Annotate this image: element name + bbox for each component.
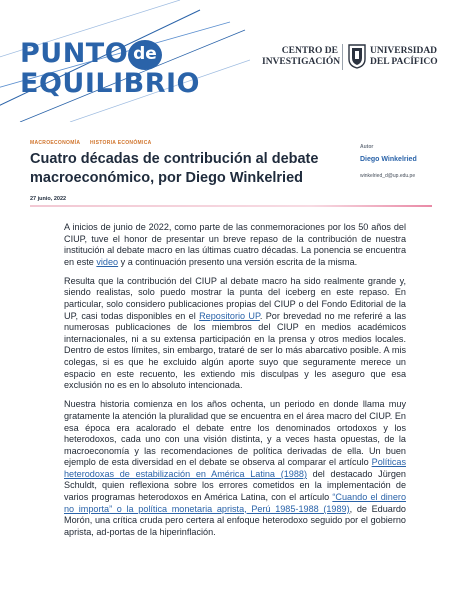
punto-de-equilibrio-logo[interactable] <box>20 38 220 108</box>
video-link[interactable]: video <box>96 256 119 267</box>
header-divider <box>30 205 432 207</box>
logo-word-equilibrio: EQUILIBRIO <box>20 68 200 99</box>
paragraph <box>64 276 406 392</box>
moron-article-link[interactable]: “Cuando el dinero no importa” o la política monetaria aprista, Perú 1985-1988 (1989) <box>64 492 407 514</box>
paragraph-text: , de Eduardo Morón, una crítica cruda pero certera al enfoque heterodoxo seguido por el gobierno aprista, ad-portas de la hiperinflación. <box>64 503 406 537</box>
paragraph <box>64 399 406 538</box>
paragraph-text: del destacado Jürgen Schuldt, quien reflexiona sobre los errores cometidos en la implementación de varios programas heterodoxos en América Latina, con el artículo <box>64 468 406 503</box>
publish-date: 27 junio, 2022 <box>30 196 67 202</box>
category-tag[interactable]: MACROECONOMÍA <box>30 140 81 146</box>
logo-word-punto: PUNTO <box>20 38 129 69</box>
paragraph-text: . Por brevedad no me referiré a las numerosas publicaciones de los miembros del CIUP en medios académicos internacionales, ni a su extensa participación en la prensa y otros medios locales. Dentro de estos límites, sin embargo, trataré de ser lo más abarcativo posible. A mis colegas, si es que he excluido algún aporte suyo que seguramente merece un espacio en este recuento, les extiendo mis disculpas y les aseguro que esa exclusión no es en lo absoluto intencionada. <box>64 310 407 391</box>
author-email[interactable]: winkelried_d@up.edu.pe <box>360 173 416 179</box>
author-label: Autor <box>360 144 374 150</box>
paragraph <box>64 222 406 268</box>
author-name[interactable]: Diego Winkelried <box>360 156 417 163</box>
article-title: Cuatro décadas de contribución al debate macroeconómico, por Diego Winkelried <box>30 151 319 186</box>
paragraph-text: y a continuación presento una versión escrita de la misma. <box>118 256 358 267</box>
article-body <box>64 222 406 546</box>
paragraph-text: Resulta que la contribución del CIUP al debate macro ha sido realmente grande y, siendo realistas, solo puedo mostrar la punta del iceberg en este repaso. En particular, solo considero publicaciones propias del CIUP o del Fondo Editorial de la UP, casi todas disponibles en el <box>64 275 406 321</box>
repository-link[interactable]: Repositorio UP <box>199 310 260 321</box>
schuldt-article-link[interactable]: Políticas heterodoxas de estabilización en América Latina (1988) <box>64 457 406 479</box>
page-header <box>0 0 470 122</box>
logo-divider <box>342 44 343 70</box>
ciup-logo-text: CENTRO DE INVESTIGACIÓN <box>262 46 341 67</box>
university-seal-icon <box>347 43 367 69</box>
paragraph-text: Nuestra historia comienza en los años ochenta, un periodo en donde llama muy gratamente la atención la pluralidad que se encuentra en el área macro del CIUP. En esa época era acalorado el debate entre los denominados ortodoxos y los heterodoxos, cada uno con una visión distinta, y a veces hasta opuestas, de la macroeconomía y las recomendaciones de política derivadas de ella. Un buen ejemplo de esta diversidad en el debate se observa al comparar el artículo <box>64 399 406 468</box>
university-logo-text: UNIVERSIDAD DEL PACÍFICO <box>370 46 438 67</box>
category-tag[interactable]: HISTORIA ECONÓMICA <box>90 140 152 146</box>
paragraph-text: A inicios de junio de 2022, como parte de las conmemoraciones por los 50 años del CIUP, tuve el honor de presentar un breve repaso de la contribución de nuestra institución al debate macro en las últimas cuatro décadas. La ponencia se encuentra en este <box>64 222 406 267</box>
category-tags <box>30 140 160 146</box>
logo-badge-de: de <box>128 40 162 70</box>
